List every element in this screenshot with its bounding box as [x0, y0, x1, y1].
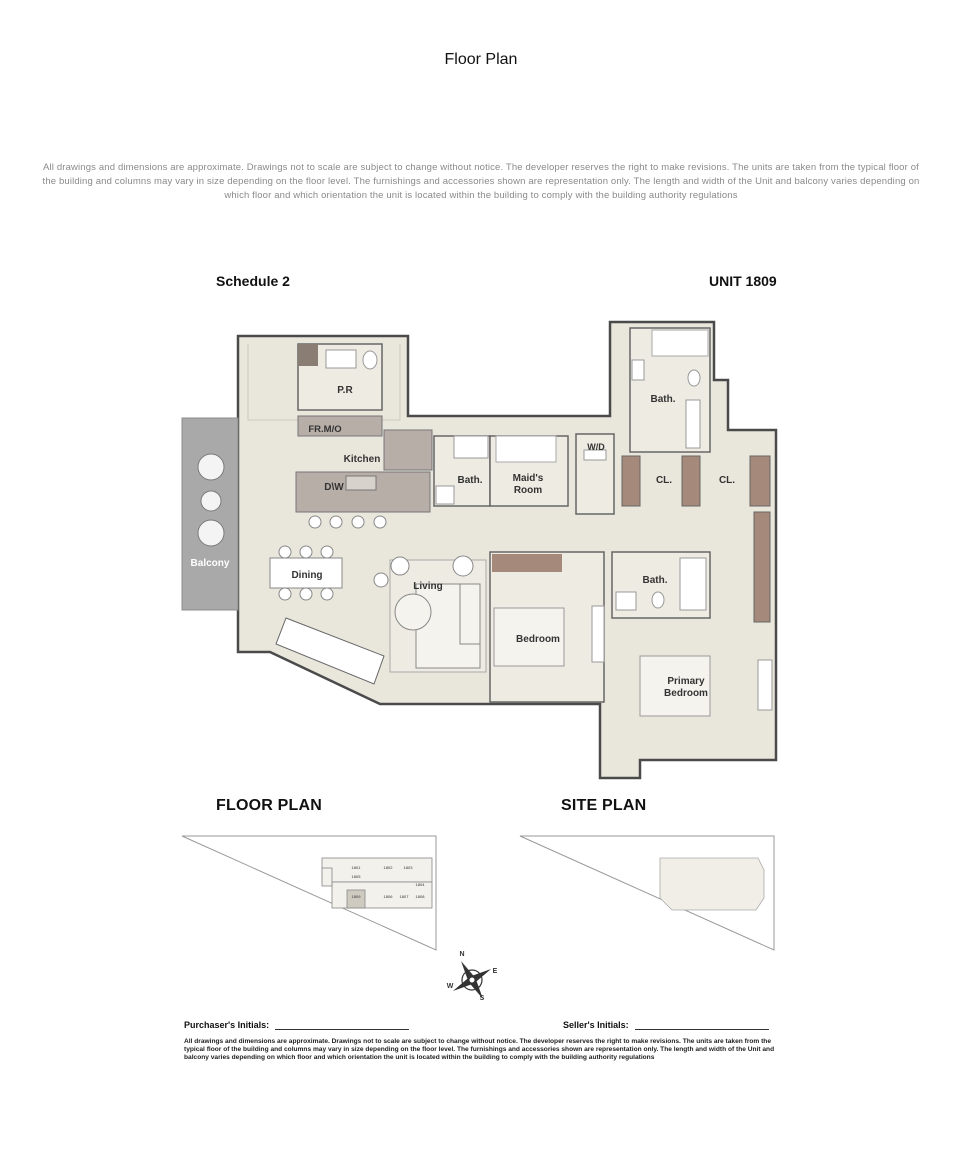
label-dining: Dining: [291, 570, 323, 581]
key-plans: [0, 828, 962, 1008]
balcony-chairs: [198, 454, 224, 546]
site-plan-building: [660, 858, 764, 910]
svg-text:1804: 1804: [415, 882, 425, 887]
purchaser-initials-line: [275, 1019, 409, 1030]
floor-plan-label: FLOOR PLAN: [216, 797, 322, 814]
compass-s: S: [479, 995, 485, 1002]
sheet-disclaimer: All drawings and dimensions are approximate. Drawings not to scale are subject to change without notice. The developer reserves the right to make revisions. The units are taken from the typical floor of the building and columns may vary in size depending on the floor level. The furnishings and accessories shown are representation only. The length and width of the Unit and balcony varies depending on which floor and which orientation the unit is located within the building to comply with the building authority regulations: [184, 1038, 775, 1061]
compass-e: E: [492, 968, 498, 975]
living-furniture: [374, 556, 486, 672]
seller-initials-line: [635, 1019, 769, 1030]
page-title: Floor Plan: [444, 51, 518, 68]
svg-text:1808: 1808: [415, 894, 425, 899]
label-laundry: W/D: [587, 442, 605, 452]
compass-w: W: [446, 983, 454, 990]
label-living: Living: [413, 581, 443, 592]
floor-plan-drawing: [0, 300, 962, 820]
seller-initials: [563, 1019, 769, 1030]
label-maids-bath: Bath.: [457, 475, 483, 486]
svg-text:1807: 1807: [399, 894, 409, 899]
svg-text:1805: 1805: [351, 874, 361, 879]
balcony-area: [182, 418, 238, 610]
purchaser-initials-label: Purchaser's Initials:: [184, 1020, 270, 1030]
unit-number: UNIT 1809: [709, 273, 777, 289]
svg-text:1803: 1803: [403, 865, 413, 870]
wardrobe-wall: [754, 512, 770, 622]
purchaser-initials: [184, 1019, 409, 1030]
label-fridge: FR.M/O: [308, 424, 342, 435]
svg-text:1802: 1802: [383, 865, 393, 870]
label-dishwasher: D\W: [324, 482, 344, 493]
svg-text:1809: 1809: [351, 894, 361, 899]
svg-text:1801: 1801: [351, 865, 361, 870]
label-closet-2: CL.: [718, 475, 736, 486]
compass-n: N: [459, 951, 465, 958]
closet-right: [750, 456, 770, 506]
seller-initials-label: Seller's Initials:: [563, 1020, 629, 1030]
closet-mid: [682, 456, 700, 506]
label-ensuite-bath: Bath.: [650, 394, 676, 405]
label-closet-1: CL.: [655, 475, 673, 486]
label-maids-room-2: Room: [513, 485, 543, 496]
closet-left: [622, 456, 640, 506]
schedule-label: Schedule 2: [216, 273, 290, 289]
label-balcony: Balcony: [190, 558, 230, 569]
label-kitchen: Kitchen: [343, 454, 381, 465]
label-second-bath: Bath.: [642, 575, 668, 586]
label-primary-2: Bedroom: [664, 688, 708, 699]
label-maids-room-1: Maid's: [512, 473, 544, 484]
site-plan-label: SITE PLAN: [561, 797, 647, 814]
label-primary-1: Primary: [667, 676, 705, 687]
svg-text:1806: 1806: [383, 894, 393, 899]
label-bedroom: Bedroom: [516, 634, 560, 645]
kitchen-back-counter: [384, 430, 432, 470]
disclaimer-text: All drawings and dimensions are approximate. Drawings not to scale are subject to change without notice. The developer reserves the right to make revisions. The units are taken from the typical floor of the building and columns may vary in size depending on the floor level. The furnishings and accessories shown are representation only. The length and width of the Unit and balcony varies depending on which floor and which orientation the unit is located within the building to comply with the building authority regulations: [42, 162, 920, 201]
label-powder-room: P.R: [337, 385, 353, 396]
compass-rose-icon: [442, 950, 502, 1008]
